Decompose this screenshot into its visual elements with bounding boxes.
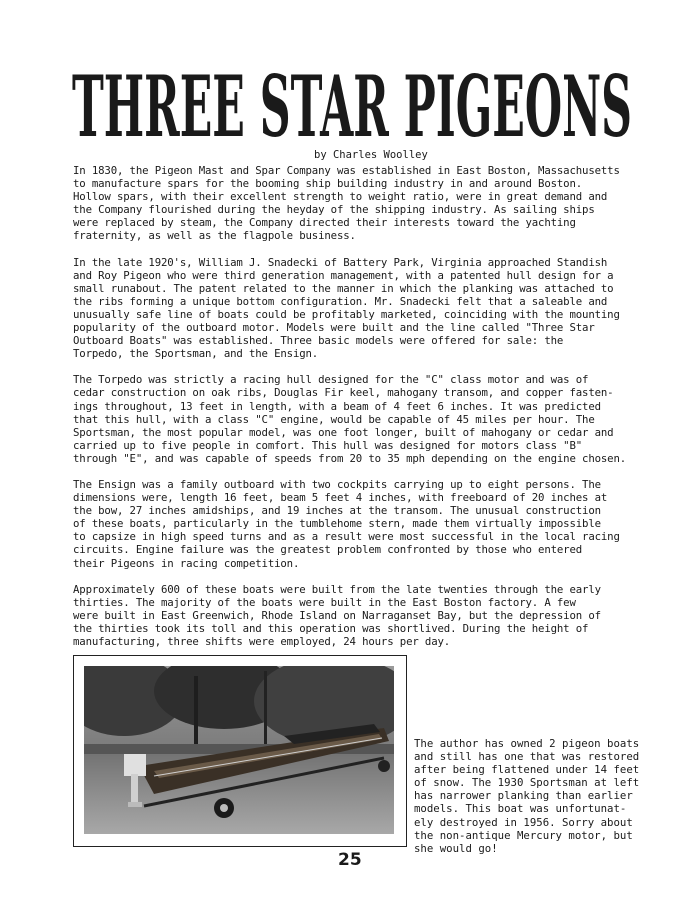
text-line: Approximately 600 of these boats were built from the late twenties through the early [73,582,601,596]
text-line: Outboard Boats" was established. Three basic models were offered for sale: the [73,334,564,348]
paragraph [73,164,645,243]
text-line: fraternity, as well as the flagpole business. [73,229,356,243]
page-number: 25 [338,850,362,870]
article-title [70,58,635,150]
text-line: popularity of the outboard motor. Models were built and the line called "Three Star [73,321,595,335]
paragraph [73,256,645,361]
photo-caption [414,737,654,855]
caption-line: and still has one that was restored [414,750,640,764]
text-line: were replaced by steam, the Company directed their interests toward the yachting [73,216,576,230]
text-line: In 1830, the Pigeon Mast and Spar Company was established in East Boston, Massachusetts [73,164,620,177]
text-line: Torpedo, the Sportsman, and the Ensign. [73,347,319,361]
text-line: and Roy Pigeon who were third generation management, with a patented hull design for a [73,268,614,282]
text-line: In the late 1920's, William J. Snadecki of Battery Park, Virginia approached Standish [73,255,608,269]
paragraph [73,478,645,570]
caption-line: she would go! [414,841,498,855]
text-line: ings throughout, 13 feet in length, with a beam of 4 feet 6 inches. It was predicted [73,399,601,413]
text-line: circuits. Engine failure was the greatest problem confronted by those who entered [73,543,583,557]
text-line: cedar construction on oak ribs, Douglas Fir keel, mahogany transom, and copper fasten- [73,386,614,400]
text-line: dimensions were, length 16 feet, beam 5 feet 4 inches, with freeboard of 20 inches at [73,491,608,505]
boat-photo [84,666,394,834]
text-line: manufacturing, three shifts were employed, 24 hours per day. [73,635,451,648]
text-line: the Company flourished during the heyday of the shipping industry. As sailing ships [73,203,595,217]
article-body [73,164,645,661]
text-line: to capsize in high speed turns and as a result were most successful in the local racing [73,530,620,544]
text-line: The Ensign was a family outboard with two cockpits carrying up to eight persons. The [73,477,601,491]
caption-line: ely destroyed in 1956. Sorry about [414,815,633,829]
text-line: through "E", and was capable of speeds from 20 to 35 mph depending on the engine chosen. [73,451,627,465]
title-lettering [70,58,635,150]
caption-line: models. This boat was unfortunat- [414,802,627,816]
text-line: their Pigeons in racing competition. [73,556,300,570]
text-line: unusually safe line of boats could be profitably marketed, coinciding with the mounting [73,307,620,321]
paragraph [73,583,645,648]
text-line: carried up to five people in comfort. This hull was designed for motors class "B" [73,438,583,452]
text-line: the thirties took its toll and this operation was shortlived. During the height of [73,621,589,635]
boat-photo-image [84,666,394,834]
text-line: Hollow spars, with their excellent strength to weight ratio, were in great demand and [73,190,608,204]
byline: by Charles Woolley [314,149,428,161]
photo-frame [73,655,407,847]
text-line: were built in East Greenwich, Rhode Island on Narraganset Bay, but the depression of [73,608,601,622]
text-line: thirties. The majority of the boats were built in the East Boston factory. A few [73,595,576,609]
text-line: that this hull, with a class "C" engine, would be capable of 45 miles per hour. The [73,412,595,426]
caption-line: after being flattened under 14 feet [414,763,640,777]
title-text: THREE STAR PIGEONS [72,58,632,150]
caption-line: of snow. The 1930 Sportsman at left [414,776,640,790]
text-line: of these boats, particularly in the tumblehome stern, made them virtually impossible [73,517,601,531]
caption-line: the non-antique Mercury motor, but [414,828,633,842]
text-line: small runabout. The patent related to the manner in which the planking was attached to [73,281,614,295]
text-line: the ribs forming a unique bottom configuration. Mr. Snadecki felt that a saleable and [73,294,608,308]
caption-line: The author has owned 2 pigeon boats [414,737,640,750]
text-line: to manufacture spars for the booming ship building industry in and around Boston. [73,177,583,191]
text-line: the bow, 27 inches amidships, and 19 inches at the transom. The unusual construction [73,504,601,518]
paragraph [73,373,645,465]
text-line: The Torpedo was strictly a racing hull designed for the "C" class motor and was of [73,373,589,387]
caption-line: has narrower planking than earlier [414,789,633,803]
text-line: Sportsman, the most popular model, was one foot longer, built of mahogany or cedar and [73,425,614,439]
